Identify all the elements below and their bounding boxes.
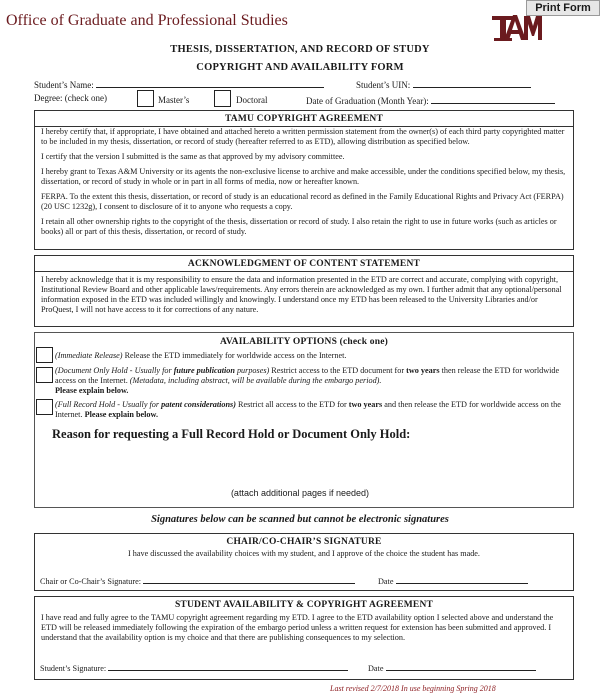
student-name-label: Student’s Name: <box>34 80 94 90</box>
student-date-label: Date <box>368 664 384 673</box>
chair-statement: I have discussed the availability choices with my student, and I approve of the choice the student has made. <box>128 549 480 558</box>
print-form-button[interactable]: Print Form <box>526 0 600 16</box>
availability-heading: AVAILABILITY OPTIONS (check one) <box>219 337 389 347</box>
option-immediate-release <box>55 351 567 361</box>
immediate-release-checkbox[interactable] <box>36 347 53 363</box>
chair-date-row <box>378 575 528 586</box>
option-full-record-hold <box>55 400 567 420</box>
option2-title-end: purposes) <box>234 366 270 375</box>
full-record-hold-checkbox[interactable] <box>36 399 53 415</box>
copyright-heading: TAMU COPYRIGHT AGREEMENT <box>35 111 573 127</box>
document-only-hold-checkbox[interactable] <box>36 367 53 383</box>
form-title-line2: COPYRIGHT AND AVAILABILITY FORM <box>196 62 404 73</box>
copyright-paragraph: I certify that the version I submitted is the same as that approved by my advisory committee. <box>41 152 345 161</box>
chair-signature-label: Chair or Co-Chair’s Signature: <box>40 577 142 586</box>
chair-signature-row <box>40 575 355 586</box>
option3-title: (Full Record Hold - Usually for <box>55 400 162 409</box>
option2-metadata-note: (Metadata, including abstract, will be available during the embargo period). <box>129 376 382 385</box>
option2-explain: Please explain below. <box>55 386 129 395</box>
option2-period: two years <box>406 366 440 375</box>
acknowledgment-section <box>34 255 574 327</box>
masters-label: Master’s <box>158 95 190 105</box>
student-name-field[interactable] <box>96 79 324 88</box>
masters-checkbox[interactable] <box>137 90 154 107</box>
student-date-row <box>368 662 536 673</box>
student-date-field[interactable] <box>386 662 536 671</box>
doctoral-checkbox[interactable] <box>214 90 231 107</box>
acknowledgment-heading: ACKNOWLEDGMENT OF CONTENT STATEMENT <box>35 256 573 272</box>
grad-date-row <box>306 95 555 106</box>
tamu-logo-icon <box>492 12 542 42</box>
student-uin-field[interactable] <box>413 79 531 88</box>
option2-title: (Document Only Hold - Usually for <box>55 366 174 375</box>
copyright-paragraph: I hereby grant to Texas A&M University or its agents the non-exclusive license to archive and make accessible, under the conditions specified below, my thesis, dissertation, or record of study in whole or in part in all forms of media, now or hereafter known. <box>41 167 566 186</box>
student-signature-row <box>40 662 348 673</box>
copyright-paragraph: I retain all other ownership rights to the copyright of the thesis, dissertation or record of study. I also retain the right to use in future works (such as articles or books) all or part of this thesis, dissertation, or record of study. <box>41 217 557 236</box>
revision-note: Last revised 2/7/2018 In use beginning Spring 2018 <box>330 684 496 693</box>
doctoral-label: Doctoral <box>236 95 268 105</box>
student-name-row <box>34 79 324 90</box>
option3-text-end: and then release the ETD for worldwide access on the Internet. <box>55 400 561 419</box>
chair-signature-field[interactable] <box>143 575 355 584</box>
copyright-paragraph: I hereby certify that, if appropriate, I have obtained and attached hereto a written permission statement from the owner(s) of each third party copyrighted matter to be included in my thesis, dissertation, or record of study (hereafter referred to as ETD), allowing distribution as specified below. <box>41 127 565 146</box>
degree-row <box>34 93 107 103</box>
chair-date-field[interactable] <box>396 575 528 584</box>
form-title-line1: THESIS, DISSERTATION, AND RECORD OF STUDY <box>170 44 430 55</box>
student-agreement-heading: STUDENT AVAILABILITY & COPYRIGHT AGREEMENT <box>174 600 434 610</box>
chair-date-label: Date <box>378 577 394 586</box>
option3-period: two years <box>348 400 383 409</box>
option3-explain: Please explain below. <box>84 410 159 419</box>
signatures-note: Signatures below can be scanned but cannot be electronic signatures <box>151 514 449 525</box>
acknowledgment-text: I hereby acknowledge that it is my responsibility to ensure the data and information presented in the ETD are correct and accurate, complying with copyright, Institutional Review Board and other applicable laws/requirements. Any errors therein are acknowledged as my own. I further admit that any optional/personal information exposed in the ETD was included willingly and knowingly. I understand once my ETD has been released to the University Libraries and/or ProQuest, I will not have access to it for corrections of any nature. <box>41 275 562 314</box>
student-signature-label: Student’s Signature: <box>40 664 107 673</box>
option2-emphasis: future publication <box>173 366 235 375</box>
student-agreement-text: I have read and fully agree to the TAMU copyright agreement regarding my ETD. I agree to the ETD availability option I selected above and understand the ETD will be released immediately following the expiration of the embargo period unless a written request for extension has been submitted and approved. I understand that the availability option is my choice and that there are publishing consequences to my selection. <box>41 613 554 642</box>
reason-text-area[interactable] <box>52 445 566 485</box>
attach-pages-note: (attach additional pages if needed) <box>230 488 370 498</box>
option2-text-end: then release the ETD for worldwide access on the Internet. <box>55 366 560 385</box>
option-document-only-hold <box>55 366 567 396</box>
student-uin-label: Student’s UIN: <box>356 80 411 90</box>
student-uin-row <box>356 79 531 90</box>
student-signature-field[interactable] <box>108 662 348 671</box>
grad-date-field[interactable] <box>431 95 555 104</box>
copyright-paragraph: FERPA. To the extent this thesis, dissertation, or record of study is an educational record as defined in the Family Educational Rights and Privacy Act (FERPA) (20 USC 1232g), I consent to disclosure of it to anyone who requests a copy. <box>41 192 564 211</box>
option1-text: Release the ETD immediately for worldwide access on the Internet. <box>122 351 347 360</box>
chair-heading: CHAIR/CO-CHAIR’S SIGNATURE <box>226 537 382 547</box>
option3-text: Restrict all access to the ETD for <box>235 400 349 409</box>
option3-emphasis: patent considerations) <box>161 400 236 409</box>
degree-label: Degree: (check one) <box>34 93 107 103</box>
grad-date-label: Date of Graduation (Month Year): <box>306 96 429 106</box>
reason-label: Reason for requesting a Full Record Hold or Document Only Hold: <box>52 427 411 441</box>
option2-text: Restrict access to the ETD document for <box>269 366 407 375</box>
option1-title: (Immediate Release) <box>55 351 123 360</box>
copyright-agreement-section <box>34 110 574 250</box>
office-title: Office of Graduate and Professional Studies <box>6 12 288 29</box>
